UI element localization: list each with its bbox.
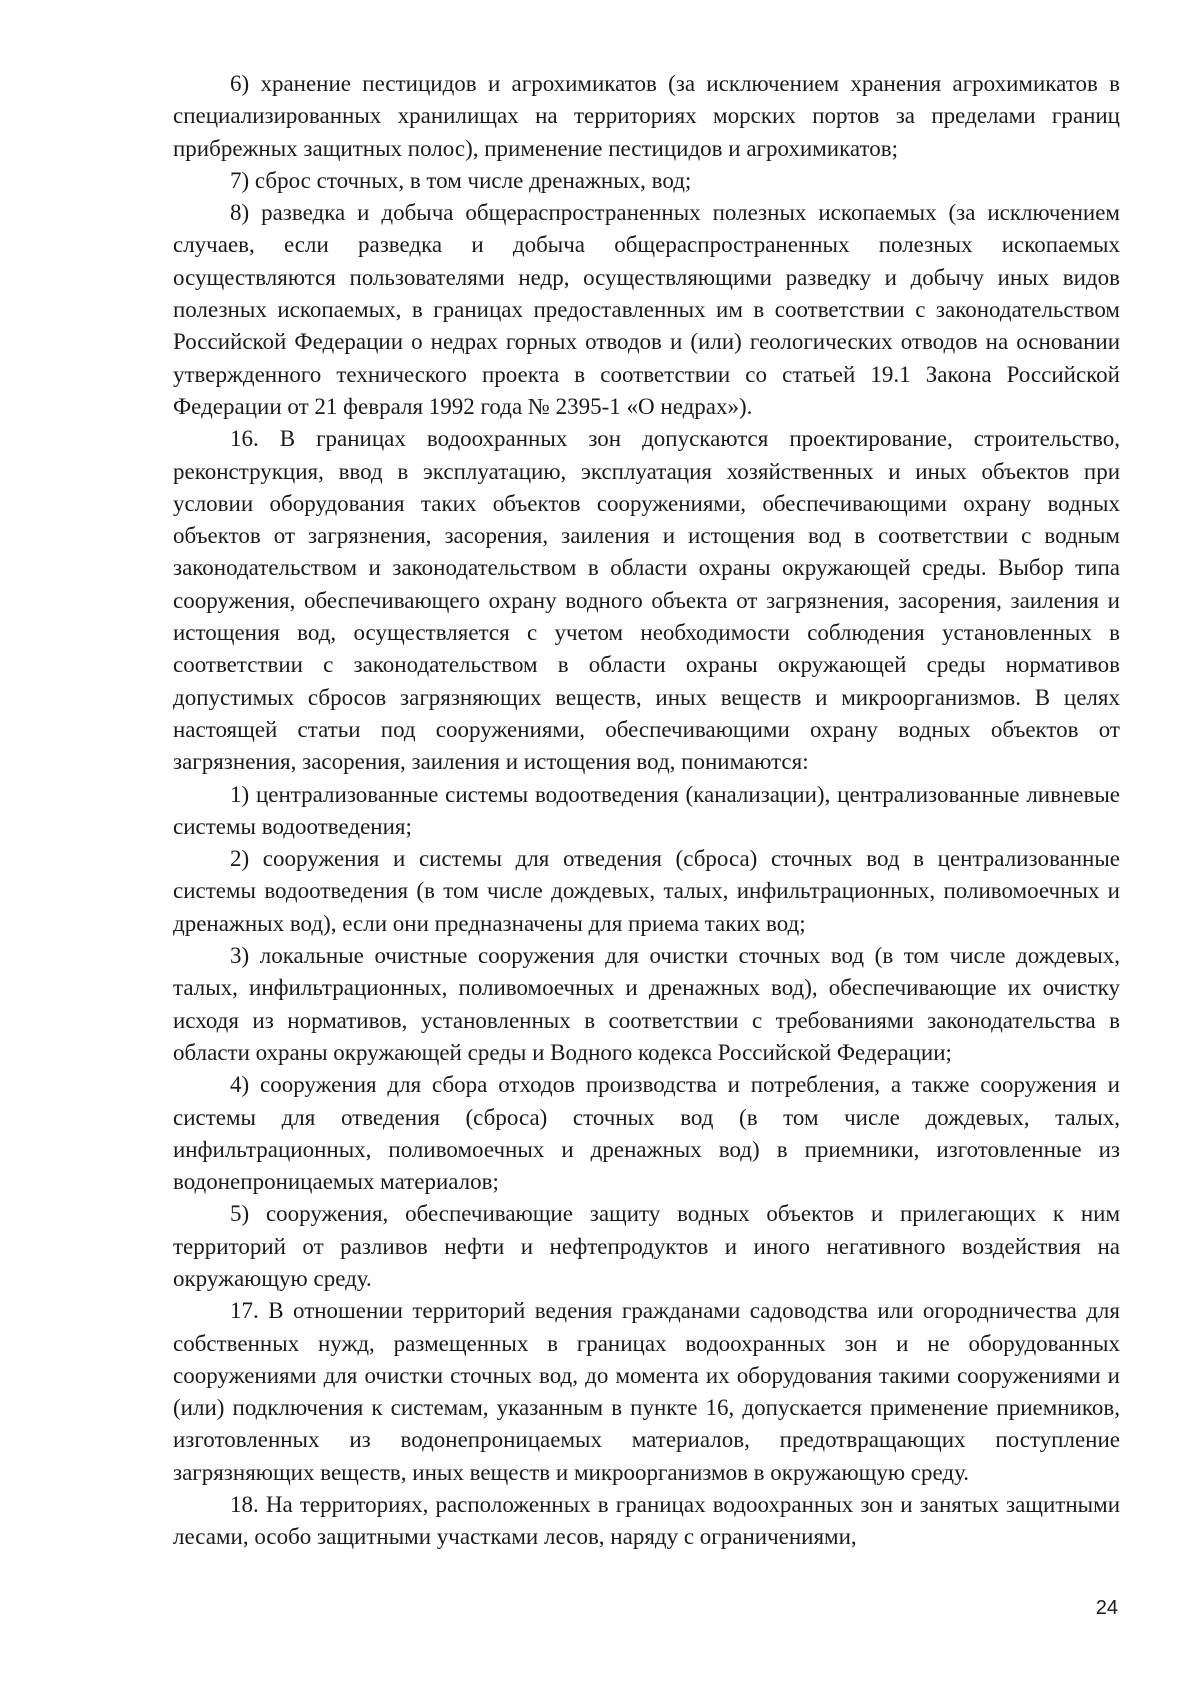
paragraph-clause-16-item-1: 1) централизованные системы водоотведения (канализации), централизованные ливневые системы водоотведения; bbox=[173, 781, 1120, 839]
paragraph-clause-18: 18. На территориях, расположенных в границах водоохранных зон и занятых защитными лесами, особо защитными участками лесов, наряду с ограничениями, bbox=[173, 1492, 1120, 1550]
paragraph-item-7: 7) сброс сточных, в том числе дренажных, вод; bbox=[230, 167, 692, 193]
paragraph-clause-16-item-3: 3) локальные очистные сооружения для очистки сточных вод (в том числе дождевых, талых, инфильтрационных, поливомоечных и дренажных вод), обеспечивающие их очистку исходя из нормативов, установленных в соответствии с требованиями законодательства в области охраны окружающей среды и Водного кодекса Российской Федерации; bbox=[173, 943, 1120, 1065]
document-body bbox=[173, 68, 1120, 1554]
paragraph-item-6: 6) хранение пестицидов и агрохимикатов (за исключением хранения агрохимикатов в специализированных хранилищах на территориях морских портов за пределами границ прибрежных защитных полос), применение пестицидов и агрохимикатов; bbox=[173, 71, 1120, 161]
paragraph-clause-16: 16. В границах водоохранных зон допускаются проектирование, строительство, реконструкция, ввод в эксплуатацию, эксплуатация хозяйственных и иных объектов при условии оборудования таких объектов сооружениями, обеспечивающими охрану водных объектов от загрязнения, засорения, заиления и истощения вод в соответствии с водным законодательством и законодательством в области охраны окружающей среды. Выбор типа сооружения, обеспечивающего охрану водного объекта от загрязнения, засорения, заиления и истощения вод, осуществляется с учетом необходимости соблюдения установленных в соответствии с законодательством в области охраны окружающей среды нормативов допустимых сбросов загрязняющих веществ, иных веществ и микроорганизмов. В целях настоящей статьи под сооружениями, обеспечивающими охрану водных объектов от загрязнения, засорения, заиления и истощения вод, понимаются: bbox=[173, 426, 1120, 775]
paragraph-clause-16-item-4: 4) сооружения для сбора отходов производства и потребления, а также сооружения и системы для отведения (сброса) сточных вод (в том числе дождевых, талых, инфильтрационных, поливомоечных и дренажных вод) в приемники, изготовленные из водонепроницаемых материалов; bbox=[173, 1072, 1120, 1195]
page-number: 24 bbox=[1095, 1597, 1118, 1619]
paragraph-item-8: 8) разведка и добыча общераспространенных полезных ископаемых (за исключением случаев, если разведка и добыча общераспространенных полезных ископаемых осуществляются пользователями недр, осуществляющими разведку и добычу иных видов полезных ископаемых, в границах предоставленных им в соответствии с законодательством Российской Федерации о недрах горных отводов и (или) геологических отводов на основании утвержденного технического проекта в соответствии со статьей 19.1 Закона Российской Федерации от 21 февраля 1992 года № 2395-1 «О недрах»). bbox=[173, 200, 1120, 419]
paragraph-clause-17: 17. В отношении территорий ведения гражданами садоводства или огородничества для собственных нужд, размещенных в границах водоохранных зон и не оборудованных сооружениями для очистки сточных вод, до момента их оборудования такими сооружениями и (или) подключения к системам, указанным в пункте 16, допускается применение приемников, изготовленных из водонепроницаемых материалов, предотвращающих поступление загрязняющих веществ, иных веществ и микроорганизмов в окружающую среду. bbox=[173, 1298, 1120, 1485]
paragraph-clause-16-item-2: 2) сооружения и системы для отведения (сброса) сточных вод в централизованные системы водоотведения (в том числе дождевых, талых, инфильтрационных, поливомоечных и дренажных вод), если они предназначены для приема таких вод; bbox=[173, 846, 1120, 936]
paragraph-clause-16-item-5: 5) сооружения, обеспечивающие защиту водных объектов и прилегающих к ним территорий от разливов нефти и нефтепродуктов и иного негативного воздействия на окружающую среду. bbox=[173, 1201, 1120, 1291]
